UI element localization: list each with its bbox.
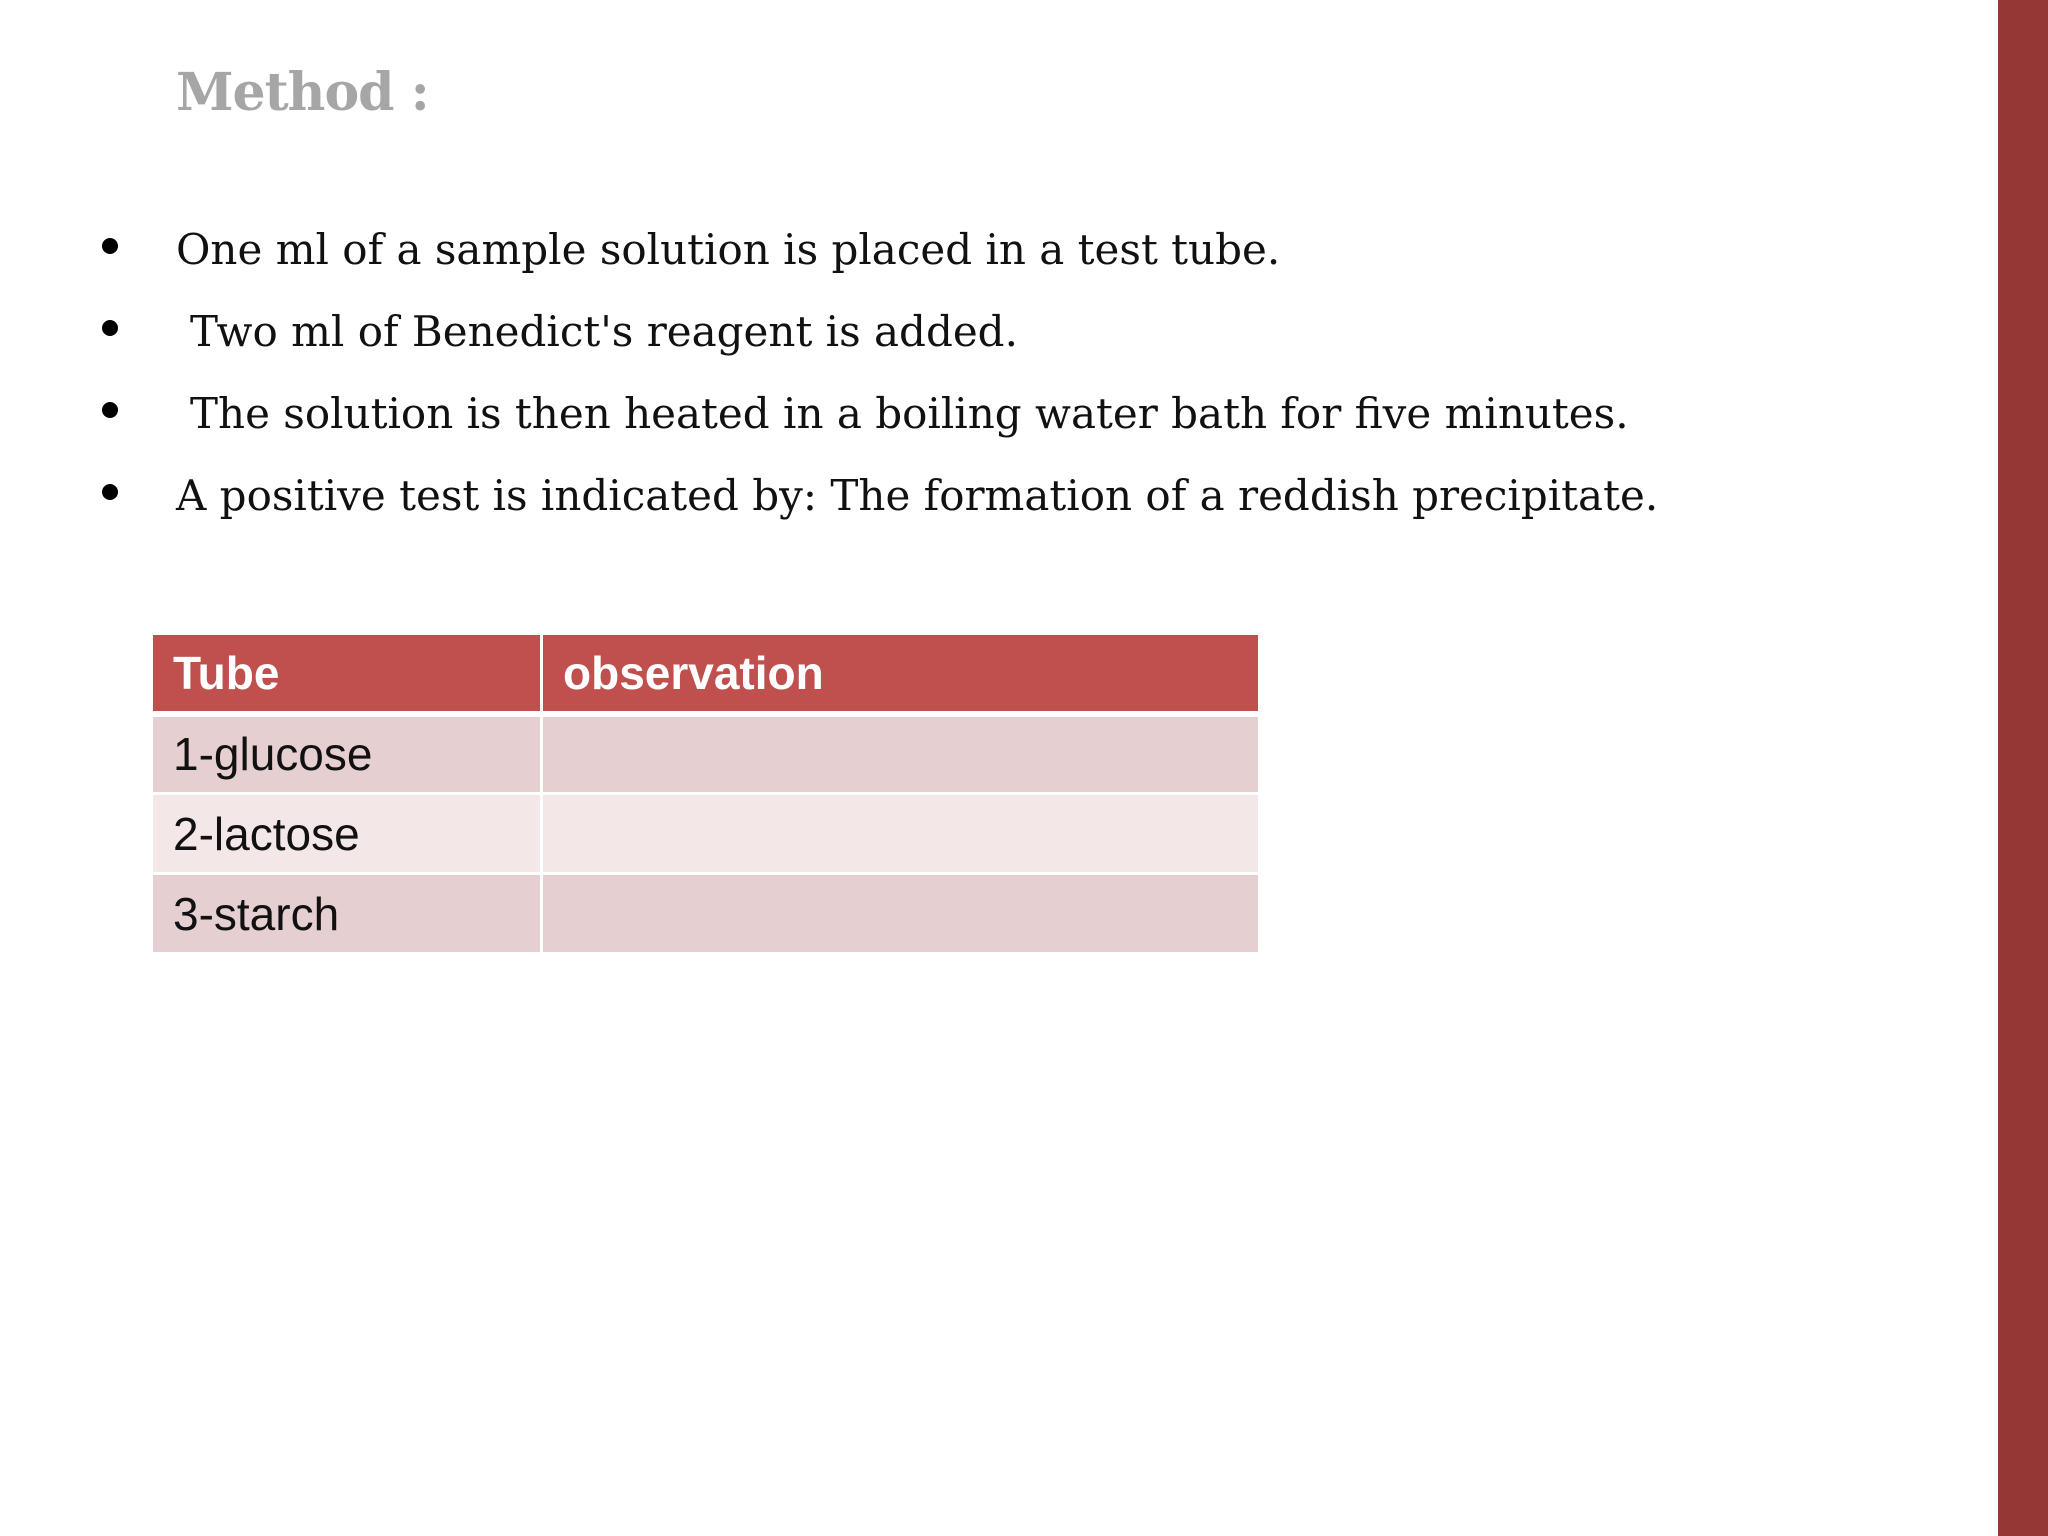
observation-cell [542, 794, 1260, 874]
bullet-text: A positive test is indicated by: The formation of a reddish precipitate. [176, 471, 1659, 520]
table-header-row [152, 634, 1260, 714]
observation-table [150, 632, 1261, 955]
tube-cell: 1-glucose [152, 714, 542, 794]
tube-cell: 2-lactose [152, 794, 542, 874]
bullet-text: One ml of a sample solution is placed in a test tube. [176, 225, 1281, 274]
bullet-text: The solution is then heated in a boiling water bath for five minutes. [190, 389, 1629, 438]
observation-cell [542, 874, 1260, 954]
table-row [152, 714, 1260, 794]
slide-title: Method : [176, 62, 429, 123]
bullet-dot-icon [102, 484, 118, 500]
header-observation: observation [542, 634, 1260, 714]
header-tube: Tube [152, 634, 542, 714]
observation-cell [542, 714, 1260, 794]
bullet-dot-icon [102, 402, 118, 418]
bullet-dot-icon [102, 238, 118, 254]
bullet-dot-icon [102, 320, 118, 336]
right-accent-bar [1998, 0, 2048, 1536]
tube-cell: 3-starch [152, 874, 542, 954]
table-row [152, 794, 1260, 874]
table-row [152, 874, 1260, 954]
bullet-text: Two ml of Benedict's reagent is added. [190, 307, 1018, 356]
